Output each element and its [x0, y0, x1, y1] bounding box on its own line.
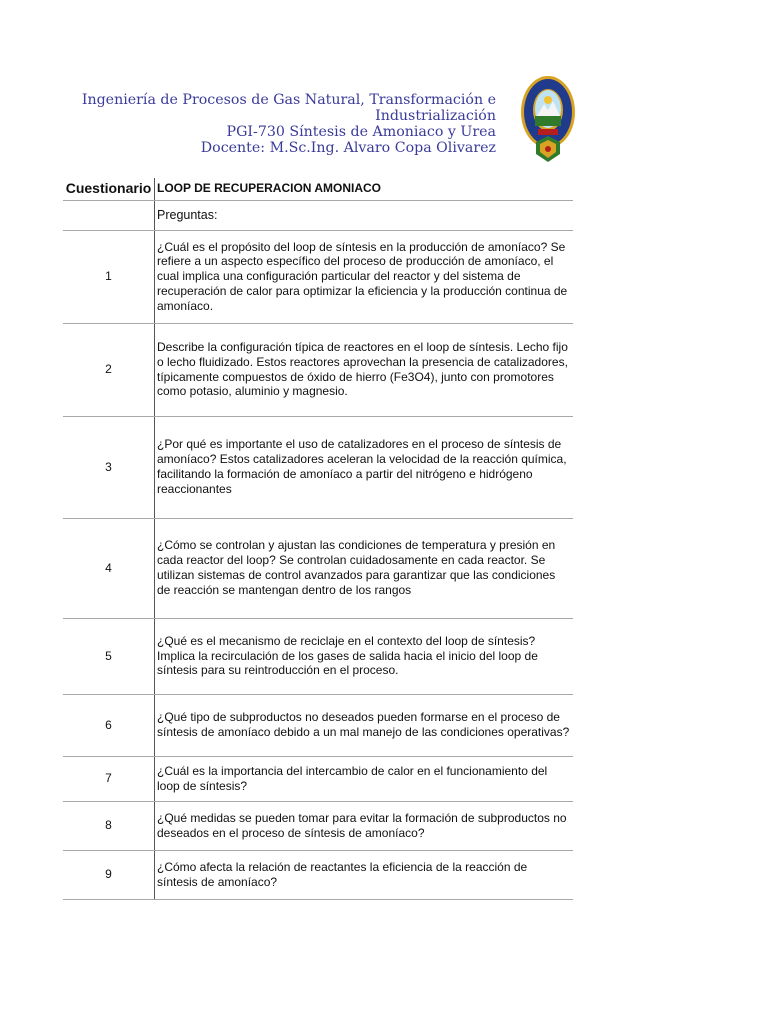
table-header-row	[63, 178, 573, 200]
header-teacher: Docente: M.Sc.Ing. Alvaro Copa Olivarez	[200, 140, 496, 156]
document-header	[60, 92, 496, 156]
header-title-line2: Industrialización	[375, 108, 496, 124]
table-row	[63, 850, 573, 899]
column-header-topic: LOOP DE RECUPERACION AMONIACO	[155, 178, 574, 200]
question-text: ¿Qué es el mecanismo de reciclaje en el contexto del loop de síntesis? Implica la recirculación de los gases de salida hacia el inicio del loop de síntesis para su reintroducción en el proceso.	[155, 618, 574, 694]
question-number: 1	[63, 230, 155, 323]
question-text: ¿Por qué es importante el uso de catalizadores en el proceso de síntesis de amoníaco? Estos catalizadores aceleran la velocidad de la reacción química, facilitando la formación de amoníaco a partir del nitrógeno e hidrógeno reaccionantes	[155, 416, 574, 518]
table-row	[63, 694, 573, 756]
question-number: 8	[63, 801, 155, 850]
header-title-line1: Ingeniería de Procesos de Gas Natural, Transformación e	[81, 92, 496, 108]
question-text: ¿Qué tipo de subproductos no deseados pueden formarse en el proceso de síntesis de amoníaco debido a un mal manejo de las condiciones operativas?	[155, 694, 574, 756]
question-text: Describe la configuración típica de reactores en el loop de síntesis. Lecho fijo o lecho fluidizado. Estos reactores aprovechan la presencia de catalizadores, típicamente compuestos de óxido de hierro (Fe3O4), junto con promotores como potasio, aluminio y magnesio.	[155, 323, 574, 416]
question-text: ¿Cómo se controlan y ajustan las condiciones de temperatura y presión en cada reactor del loop? Se controlan cuidadosamente en cada reactor. Se utilizan sistemas de control avanzados para garantizar que las condiciones de reacción se mantengan dentro de los rangos	[155, 518, 574, 618]
preguntas-label: Preguntas:	[155, 200, 574, 230]
question-text: ¿Qué medidas se pueden tomar para evitar la formación de subproductos no deseados en el proceso de síntesis de amoníaco?	[155, 801, 574, 850]
table-row	[63, 618, 573, 694]
university-seal-logo	[518, 74, 578, 166]
question-number: 4	[63, 518, 155, 618]
header-course: PGI-730 Síntesis de Amoniaco y Urea	[226, 124, 496, 140]
table-row	[63, 756, 573, 801]
question-number: 3	[63, 416, 155, 518]
table-row	[63, 323, 573, 416]
question-number: 2	[63, 323, 155, 416]
question-text: ¿Cómo afecta la relación de reactantes la eficiencia de la reacción de síntesis de amoníaco?	[155, 850, 574, 899]
question-number: 5	[63, 618, 155, 694]
question-number: 9	[63, 850, 155, 899]
table-row	[63, 230, 573, 323]
question-text: ¿Cuál es la importancia del intercambio de calor en el funcionamiento del loop de síntesis?	[155, 756, 574, 801]
column-header-cuestionario: Cuestionario	[63, 178, 155, 200]
question-number: 7	[63, 756, 155, 801]
question-text: ¿Cuál es el propósito del loop de síntesis en la producción de amoníaco? Se refiere a un aspecto específico del proceso de producción de amoníaco, el cual implica una configuración particular del reactor y del sistema de recuperación de calor para optimizar la eficiencia y la producción continua de amoníaco.	[155, 230, 574, 323]
table-row	[63, 518, 573, 618]
question-number: 6	[63, 694, 155, 756]
table-row	[63, 801, 573, 850]
empty-cell	[63, 200, 155, 230]
table-row	[63, 416, 573, 518]
questionnaire-table	[63, 178, 573, 900]
table-subheader-row	[63, 200, 573, 230]
